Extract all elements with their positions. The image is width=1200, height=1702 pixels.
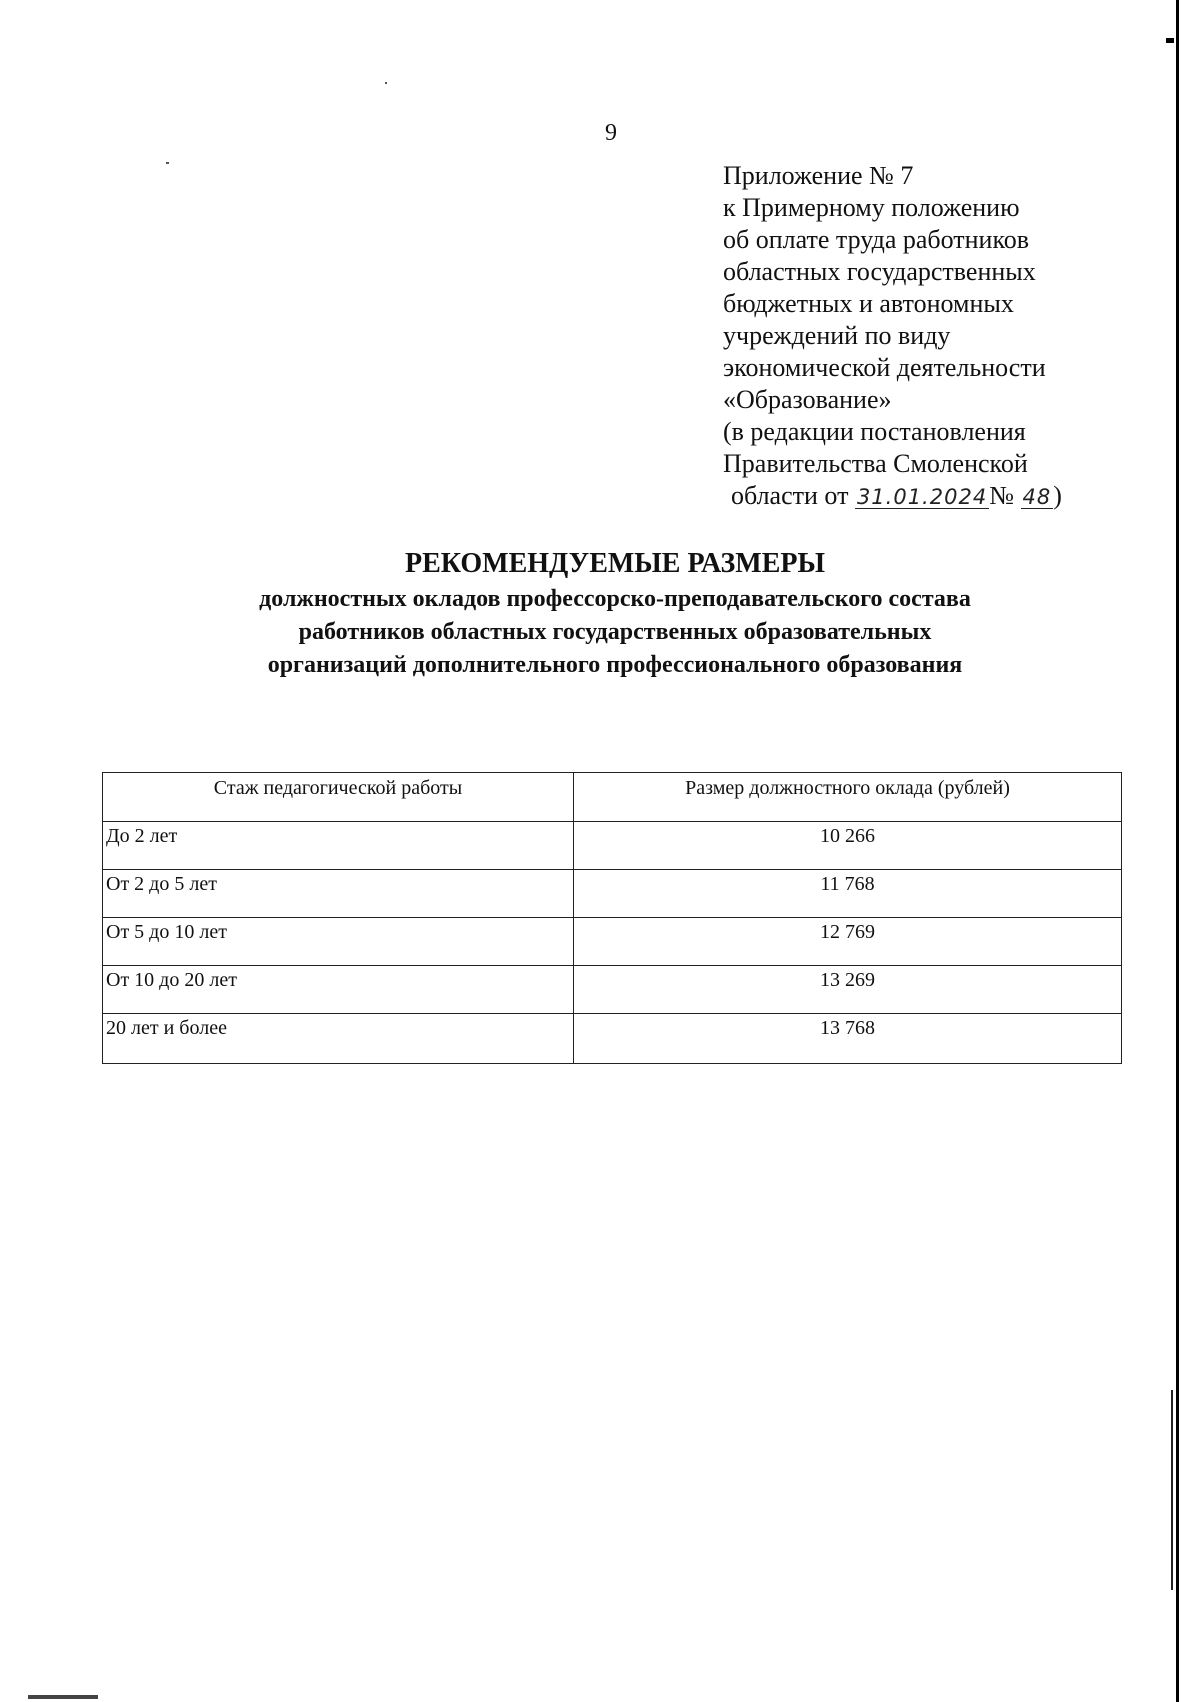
header-salary: Размер должностного оклада (рублей)	[574, 773, 1122, 822]
scan-speck	[385, 82, 387, 84]
salary-cell: 11 768	[574, 870, 1122, 918]
scan-edge-line-lower	[1171, 1390, 1173, 1590]
salary-cell: 10 266	[574, 822, 1122, 870]
annex-line: «Образование»	[723, 385, 892, 414]
salary-cell: 13 269	[574, 966, 1122, 1014]
experience-cell: От 5 до 10 лет	[103, 918, 574, 966]
salary-cell: 12 769	[574, 918, 1122, 966]
annex-line: об оплате труда работников	[723, 225, 1030, 254]
annex-date-line	[723, 480, 1163, 512]
header-experience: Стаж педагогической работы	[103, 773, 574, 822]
annex-line: Приложение № 7	[723, 161, 914, 190]
annex-line: Правительства Смоленской	[723, 449, 1028, 478]
document-title: РЕКОМЕНДУЕМЫЕ РАЗМЕРЫ	[405, 548, 825, 579]
scan-speck	[166, 162, 169, 164]
table-header-row	[103, 773, 1122, 822]
experience-cell: 20 лет и более	[103, 1014, 574, 1064]
document-subtitle: должностных окладов профессорско-преподавательского состава работников областных государственных образовательных организаций дополнительного профессионального образования	[259, 586, 971, 678]
experience-cell: От 2 до 5 лет	[103, 870, 574, 918]
closing-paren: )	[1053, 481, 1062, 510]
scan-edge-line	[1176, 0, 1179, 1702]
salary-table	[102, 772, 1122, 1064]
annex-line: учреждений по виду	[723, 321, 951, 350]
annex-line: (в редакции постановления	[723, 417, 1026, 446]
annex-line: к Примерному положению	[723, 193, 1020, 222]
table-row	[103, 918, 1122, 966]
page-number: 9	[605, 120, 617, 146]
table-row	[103, 822, 1122, 870]
table-row	[103, 870, 1122, 918]
table-row	[103, 1014, 1122, 1064]
experience-cell: До 2 лет	[103, 822, 574, 870]
experience-cell: От 10 до 20 лет	[103, 966, 574, 1014]
annex-date-prefix: области от	[731, 481, 849, 510]
annex-line: экономической деятельности	[723, 353, 1046, 382]
table-row	[103, 966, 1122, 1014]
handwritten-number: 48	[1022, 485, 1052, 509]
annex-line: бюджетных и автономных	[723, 289, 1014, 318]
scan-edge-mark	[1166, 38, 1174, 43]
annex-block	[723, 160, 1163, 512]
document-heading	[100, 547, 1130, 682]
salary-cell: 13 768	[574, 1014, 1122, 1064]
handwritten-date: 31.01.2024	[856, 485, 988, 509]
number-sign: №	[989, 481, 1014, 510]
annex-line: областных государственных	[723, 257, 1036, 286]
scan-bottom-mark	[28, 1695, 98, 1699]
